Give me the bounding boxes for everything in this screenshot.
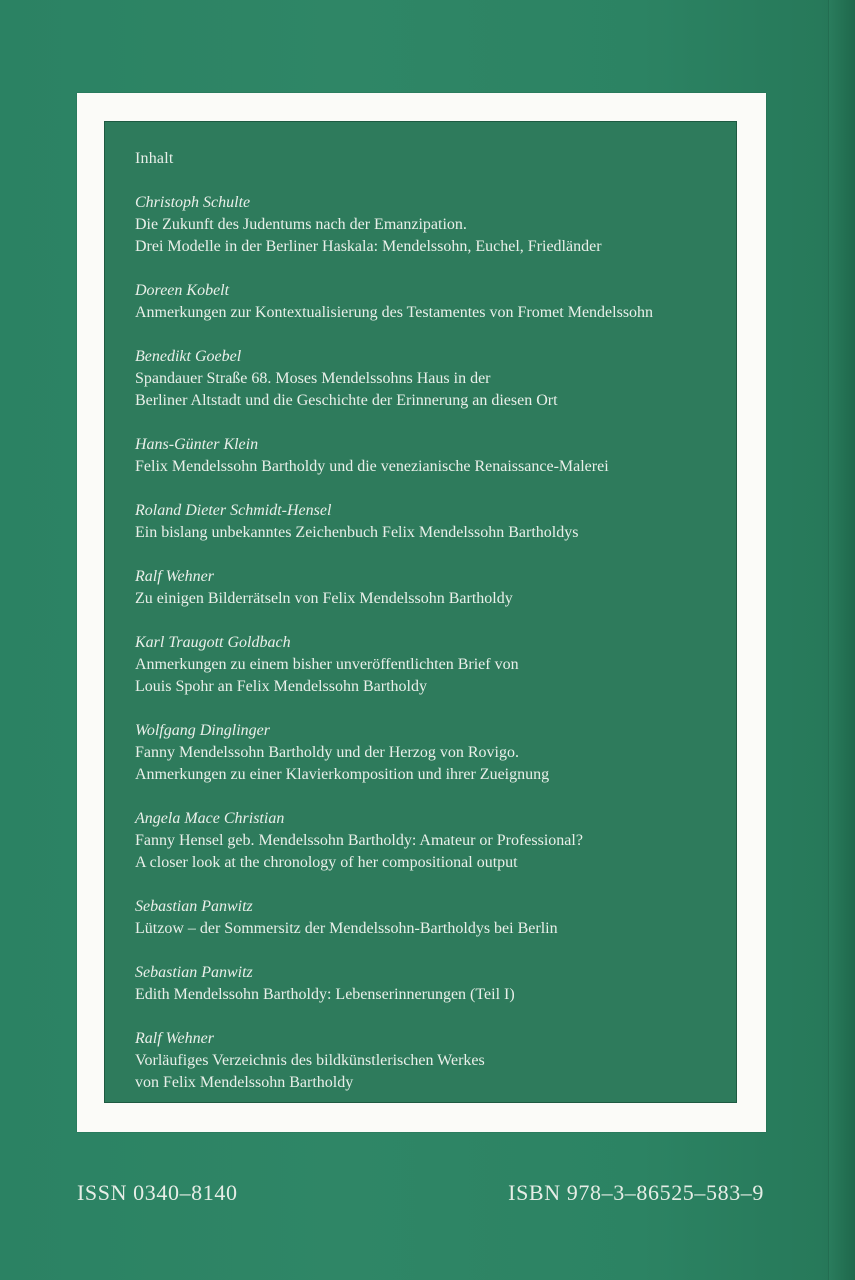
entry-title-line: Fanny Hensel geb. Mendelssohn Bartholdy: Amateur or Professional? (135, 832, 583, 849)
entry-title-line: Ein bislang unbekanntes Zeichenbuch Felix Mendelssohn Bartholdys (135, 524, 579, 541)
entry-author: Christoph Schulte (135, 194, 251, 211)
contents-entry (135, 896, 725, 940)
contents-entry (135, 720, 725, 786)
contents-entry (135, 500, 725, 544)
entry-title-line: Anmerkungen zu einer Klavierkomposition und ihrer Zueignung (135, 766, 550, 783)
contents-panel (104, 121, 737, 1103)
entry-title-line: Anmerkungen zu einem bisher unveröffentlichten Brief von (135, 656, 519, 673)
entry-title-line: Vorläufiges Verzeichnis des bildkünstlerischen Werkes (135, 1052, 485, 1069)
entry-title-line: Felix Mendelssohn Bartholdy und die venezianische Renaissance-Malerei (135, 458, 609, 475)
entry-author: Karl Traugott Goldbach (135, 634, 291, 651)
entry-author: Sebastian Panwitz (135, 898, 253, 915)
contents-heading: Inhalt (135, 150, 174, 167)
entry-title-line: Lützow – der Sommersitz der Mendelssohn-Bartholdys bei Berlin (135, 920, 558, 937)
entry-author: Ralf Wehner (135, 568, 214, 585)
entry-title-line: Drei Modelle in der Berliner Haskala: Mendelssohn, Euchel, Friedländer (135, 238, 602, 255)
entry-title-line: Die Zukunft des Judentums nach der Emanzipation. (135, 216, 467, 233)
contents-entry (135, 566, 725, 610)
entry-author: Benedikt Goebel (135, 348, 242, 365)
entry-title-line: Zu einigen Bilderrätseln von Felix Mendelssohn Bartholdy (135, 590, 513, 607)
entry-author: Ralf Wehner (135, 1030, 214, 1047)
entry-title-line: Louis Spohr an Felix Mendelssohn Bartholdy (135, 678, 427, 695)
contents-entries (135, 192, 725, 1094)
entry-title-line: A closer look at the chronology of her compositional output (135, 854, 518, 871)
contents-entry (135, 192, 725, 258)
entry-author: Roland Dieter Schmidt-Hensel (135, 502, 332, 519)
entry-title-line: Berliner Altstadt und die Geschichte der Erinnerung an diesen Ort (135, 392, 558, 409)
contents-entry (135, 280, 725, 324)
entry-title-line: Edith Mendelssohn Bartholdy: Lebenserinnerungen (Teil I) (135, 986, 515, 1003)
entry-title-line: Anmerkungen zur Kontextualisierung des Testamentes von Fromet Mendelssohn (135, 304, 654, 321)
contents-entry (135, 1028, 725, 1094)
contents-frame (77, 93, 766, 1132)
contents-entry (135, 808, 725, 874)
entry-author: Sebastian Panwitz (135, 964, 253, 981)
entry-author: Doreen Kobelt (135, 282, 230, 299)
contents-entry (135, 962, 725, 1006)
table-of-contents (135, 148, 725, 1116)
isbn-label: ISBN 978–3–86525–583–9 (508, 1180, 764, 1205)
contents-entry (135, 434, 725, 478)
entry-author: Angela Mace Christian (135, 810, 285, 827)
spine-edge (828, 0, 855, 1280)
entry-title-line: von Felix Mendelssohn Bartholdy (135, 1074, 354, 1091)
contents-entry (135, 346, 725, 412)
entry-author: Hans-Günter Klein (135, 436, 259, 453)
entry-title-line: Fanny Mendelssohn Bartholdy und der Herzog von Rovigo. (135, 744, 519, 761)
contents-entry (135, 632, 725, 698)
entry-title-line: Spandauer Straße 68. Moses Mendelssohns Haus in der (135, 370, 491, 387)
issn-label: ISSN 0340–8140 (77, 1180, 238, 1205)
entry-author: Wolfgang Dinglinger (135, 722, 270, 739)
